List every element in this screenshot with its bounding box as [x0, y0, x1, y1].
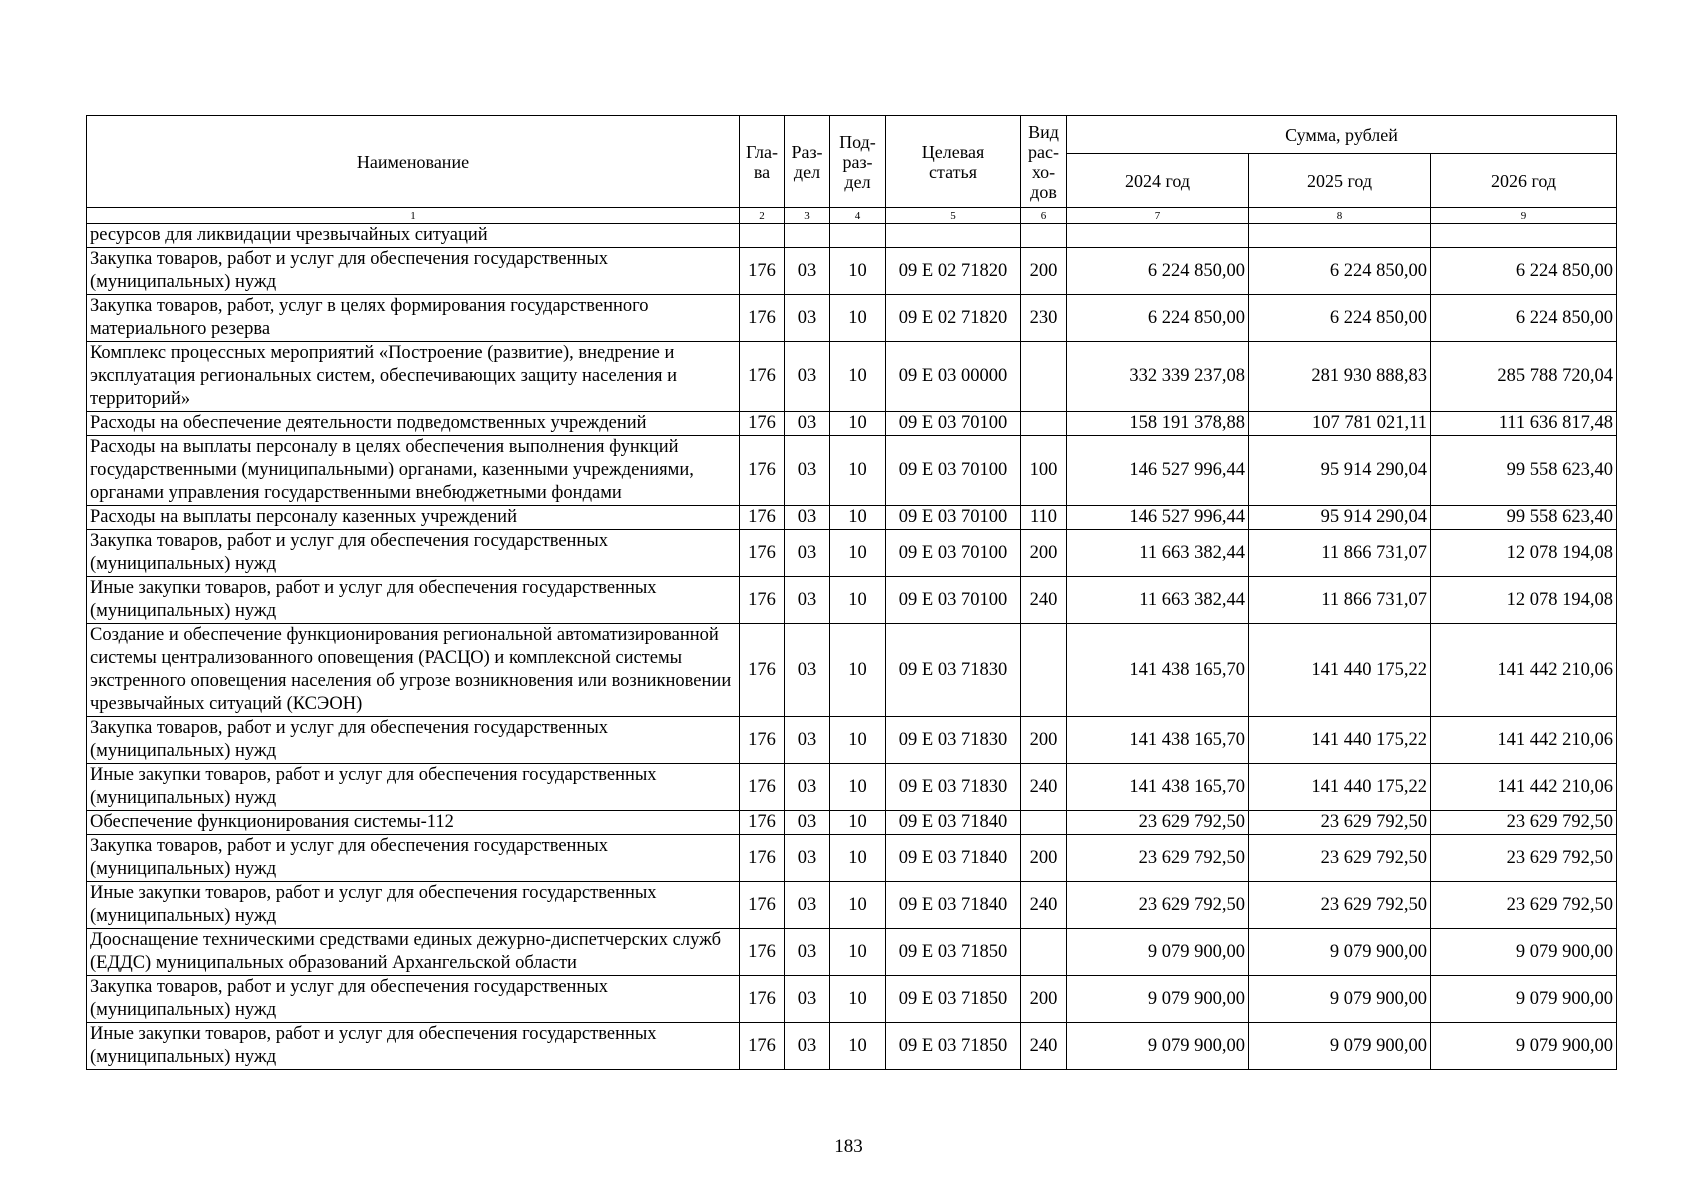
- row-amount-2024: 146 527 996,44: [1067, 436, 1249, 506]
- row-podrazdel: 10: [830, 811, 886, 835]
- row-name: Закупка товаров, работ и услуг для обеспечения государственных (муниципальных) нужд: [87, 835, 740, 882]
- row-glava: 176: [740, 530, 785, 577]
- row-vid: 240: [1021, 1023, 1067, 1070]
- row-target: 09 Е 03 71850: [886, 929, 1021, 976]
- row-amount-2024: 141 438 165,70: [1067, 764, 1249, 811]
- row-vid: [1021, 811, 1067, 835]
- row-name: Иные закупки товаров, работ и услуг для обеспечения государственных (муниципальных) нужд: [87, 1023, 740, 1070]
- row-glava: 176: [740, 412, 785, 436]
- row-amount-2026: 9 079 900,00: [1431, 976, 1617, 1023]
- row-amount-2024: 23 629 792,50: [1067, 835, 1249, 882]
- row-target: 09 Е 02 71820: [886, 295, 1021, 342]
- row-glava: 176: [740, 717, 785, 764]
- row-amount-2024: 23 629 792,50: [1067, 811, 1249, 835]
- row-vid: 240: [1021, 764, 1067, 811]
- table-row: [87, 577, 1617, 624]
- row-glava: 176: [740, 624, 785, 717]
- row-vid: 240: [1021, 577, 1067, 624]
- row-amount-2025: 9 079 900,00: [1249, 929, 1431, 976]
- row-amount-2024: 332 339 237,08: [1067, 342, 1249, 412]
- row-amount-2025: 11 866 731,07: [1249, 577, 1431, 624]
- table-row: [87, 530, 1617, 577]
- header-razdel: Раз- дел: [785, 116, 830, 208]
- row-target: 09 Е 03 70100: [886, 412, 1021, 436]
- row-amount-2024: 141 438 165,70: [1067, 717, 1249, 764]
- row-amount-2024: 11 663 382,44: [1067, 577, 1249, 624]
- row-amount-2024: 9 079 900,00: [1067, 976, 1249, 1023]
- col-number: 3: [785, 208, 830, 224]
- table-row: [87, 882, 1617, 929]
- row-amount-2026: 99 558 623,40: [1431, 436, 1617, 506]
- row-target: 09 Е 03 00000: [886, 342, 1021, 412]
- col-number: 5: [886, 208, 1021, 224]
- col-number: 2: [740, 208, 785, 224]
- row-glava: 176: [740, 835, 785, 882]
- row-target: 09 Е 03 70100: [886, 436, 1021, 506]
- row-amount-2024: 6 224 850,00: [1067, 295, 1249, 342]
- col-number: 7: [1067, 208, 1249, 224]
- row-amount-2025: 9 079 900,00: [1249, 976, 1431, 1023]
- row-vid: 200: [1021, 530, 1067, 577]
- row-name: Закупка товаров, работ, услуг в целях формирования государственного материального резерва: [87, 295, 740, 342]
- table-row: [87, 224, 1617, 248]
- table-row: [87, 436, 1617, 506]
- row-vid: [1021, 624, 1067, 717]
- header-podrazdel: Под- раз- дел: [830, 116, 886, 208]
- row-amount-2025: [1249, 224, 1431, 248]
- col-number: 8: [1249, 208, 1431, 224]
- row-amount-2026: 6 224 850,00: [1431, 248, 1617, 295]
- row-amount-2026: [1431, 224, 1617, 248]
- table-row: [87, 976, 1617, 1023]
- row-target: 09 Е 03 71850: [886, 976, 1021, 1023]
- row-vid: 200: [1021, 835, 1067, 882]
- row-amount-2026: 23 629 792,50: [1431, 811, 1617, 835]
- row-razdel: [785, 224, 830, 248]
- row-podrazdel: 10: [830, 717, 886, 764]
- row-amount-2026: 6 224 850,00: [1431, 295, 1617, 342]
- row-razdel: 03: [785, 436, 830, 506]
- row-razdel: 03: [785, 577, 830, 624]
- row-amount-2026: 12 078 194,08: [1431, 530, 1617, 577]
- page-number: 183: [834, 1136, 863, 1157]
- row-podrazdel: 10: [830, 248, 886, 295]
- row-razdel: 03: [785, 764, 830, 811]
- table-row: [87, 248, 1617, 295]
- row-razdel: 03: [785, 1023, 830, 1070]
- row-glava: 176: [740, 811, 785, 835]
- row-amount-2025: 95 914 290,04: [1249, 436, 1431, 506]
- row-vid: 240: [1021, 882, 1067, 929]
- row-name: Иные закупки товаров, работ и услуг для обеспечения государственных (муниципальных) нужд: [87, 882, 740, 929]
- row-razdel: 03: [785, 295, 830, 342]
- row-razdel: 03: [785, 506, 830, 530]
- row-razdel: 03: [785, 248, 830, 295]
- row-glava: 176: [740, 295, 785, 342]
- row-glava: 176: [740, 764, 785, 811]
- row-vid: 200: [1021, 717, 1067, 764]
- row-vid: 200: [1021, 248, 1067, 295]
- row-podrazdel: 10: [830, 929, 886, 976]
- table-row: [87, 506, 1617, 530]
- row-razdel: 03: [785, 976, 830, 1023]
- row-name: ресурсов для ликвидации чрезвычайных ситуаций: [87, 224, 740, 248]
- row-name: Комплекс процессных мероприятий «Построение (развитие), внедрение и эксплуатация региональных систем, обеспечивающих защиту населения и территорий»: [87, 342, 740, 412]
- row-amount-2026: 141 442 210,06: [1431, 624, 1617, 717]
- row-amount-2024: 6 224 850,00: [1067, 248, 1249, 295]
- row-vid: 230: [1021, 295, 1067, 342]
- header-vid: Вид рас- хо- дов: [1021, 116, 1067, 208]
- row-vid: 110: [1021, 506, 1067, 530]
- row-razdel: 03: [785, 835, 830, 882]
- table-row: [87, 412, 1617, 436]
- row-podrazdel: 10: [830, 295, 886, 342]
- row-amount-2026: 23 629 792,50: [1431, 882, 1617, 929]
- table-row: [87, 717, 1617, 764]
- row-vid: 100: [1021, 436, 1067, 506]
- header-glava: Гла- ва: [740, 116, 785, 208]
- row-razdel: 03: [785, 882, 830, 929]
- row-target: 09 Е 03 71840: [886, 811, 1021, 835]
- row-glava: 176: [740, 976, 785, 1023]
- col-number: 1: [87, 208, 740, 224]
- row-name: Закупка товаров, работ и услуг для обеспечения государственных (муниципальных) нужд: [87, 248, 740, 295]
- row-amount-2025: 9 079 900,00: [1249, 1023, 1431, 1070]
- row-vid: [1021, 224, 1067, 248]
- row-name: Закупка товаров, работ и услуг для обеспечения государственных (муниципальных) нужд: [87, 976, 740, 1023]
- row-amount-2024: 158 191 378,88: [1067, 412, 1249, 436]
- row-podrazdel: [830, 224, 886, 248]
- row-glava: 176: [740, 342, 785, 412]
- table-row: [87, 295, 1617, 342]
- header-year-2025: 2025 год: [1249, 154, 1431, 208]
- row-razdel: 03: [785, 530, 830, 577]
- header-summa: Сумма, рублей: [1067, 116, 1617, 154]
- row-razdel: 03: [785, 717, 830, 764]
- row-name: Закупка товаров, работ и услуг для обеспечения государственных (муниципальных) нужд: [87, 530, 740, 577]
- row-target: 09 Е 03 70100: [886, 530, 1021, 577]
- budget-table: [86, 115, 1617, 1070]
- row-amount-2024: 11 663 382,44: [1067, 530, 1249, 577]
- row-target: [886, 224, 1021, 248]
- row-podrazdel: 10: [830, 506, 886, 530]
- row-target: 09 Е 03 70100: [886, 506, 1021, 530]
- col-number: 4: [830, 208, 886, 224]
- row-podrazdel: 10: [830, 1023, 886, 1070]
- row-razdel: 03: [785, 342, 830, 412]
- row-amount-2025: 6 224 850,00: [1249, 248, 1431, 295]
- row-amount-2025: 107 781 021,11: [1249, 412, 1431, 436]
- row-glava: 176: [740, 506, 785, 530]
- row-amount-2024: [1067, 224, 1249, 248]
- row-name: Иные закупки товаров, работ и услуг для обеспечения государственных (муниципальных) нужд: [87, 764, 740, 811]
- row-amount-2024: 23 629 792,50: [1067, 882, 1249, 929]
- row-target: 09 Е 03 71840: [886, 882, 1021, 929]
- row-amount-2026: 12 078 194,08: [1431, 577, 1617, 624]
- row-podrazdel: 10: [830, 436, 886, 506]
- row-podrazdel: 10: [830, 412, 886, 436]
- row-podrazdel: 10: [830, 764, 886, 811]
- row-podrazdel: 10: [830, 835, 886, 882]
- row-vid: [1021, 342, 1067, 412]
- row-razdel: 03: [785, 929, 830, 976]
- table-row: [87, 342, 1617, 412]
- row-amount-2026: 141 442 210,06: [1431, 717, 1617, 764]
- table-row: [87, 764, 1617, 811]
- table-row: [87, 929, 1617, 976]
- row-target: 09 Е 03 71850: [886, 1023, 1021, 1070]
- row-glava: 176: [740, 577, 785, 624]
- row-podrazdel: 10: [830, 624, 886, 717]
- table-header: [87, 116, 1617, 224]
- header-name: Наименование: [87, 116, 740, 208]
- table-body: [87, 224, 1617, 1070]
- row-amount-2025: 281 930 888,83: [1249, 342, 1431, 412]
- row-name: Расходы на обеспечение деятельности подведомственных учреждений: [87, 412, 740, 436]
- row-vid: [1021, 929, 1067, 976]
- table-row: [87, 835, 1617, 882]
- row-amount-2025: 141 440 175,22: [1249, 764, 1431, 811]
- row-target: 09 Е 02 71820: [886, 248, 1021, 295]
- row-podrazdel: 10: [830, 577, 886, 624]
- table-row: [87, 811, 1617, 835]
- table-row: [87, 1023, 1617, 1070]
- row-amount-2026: 9 079 900,00: [1431, 1023, 1617, 1070]
- row-amount-2025: 23 629 792,50: [1249, 835, 1431, 882]
- row-amount-2026: 99 558 623,40: [1431, 506, 1617, 530]
- row-amount-2026: 111 636 817,48: [1431, 412, 1617, 436]
- row-name: Иные закупки товаров, работ и услуг для обеспечения государственных (муниципальных) нужд: [87, 577, 740, 624]
- row-target: 09 Е 03 71830: [886, 764, 1021, 811]
- row-amount-2025: 6 224 850,00: [1249, 295, 1431, 342]
- row-name: Дооснащение техническими средствами единых дежурно-диспетчерских служб (ЕДДС) муниципальных образований Архангельской области: [87, 929, 740, 976]
- row-target: 09 Е 03 71840: [886, 835, 1021, 882]
- row-amount-2025: 23 629 792,50: [1249, 882, 1431, 929]
- row-amount-2024: 9 079 900,00: [1067, 929, 1249, 976]
- row-amount-2025: 95 914 290,04: [1249, 506, 1431, 530]
- row-amount-2025: 23 629 792,50: [1249, 811, 1431, 835]
- row-glava: [740, 224, 785, 248]
- row-amount-2025: 11 866 731,07: [1249, 530, 1431, 577]
- row-razdel: 03: [785, 412, 830, 436]
- col-number: 6: [1021, 208, 1067, 224]
- row-razdel: 03: [785, 811, 830, 835]
- row-target: 09 Е 03 71830: [886, 624, 1021, 717]
- row-podrazdel: 10: [830, 976, 886, 1023]
- header-target: Целевая статья: [886, 116, 1021, 208]
- table-row: [87, 624, 1617, 717]
- row-target: 09 Е 03 71830: [886, 717, 1021, 764]
- header-year-2024: 2024 год: [1067, 154, 1249, 208]
- row-amount-2026: 285 788 720,04: [1431, 342, 1617, 412]
- row-target: 09 Е 03 70100: [886, 577, 1021, 624]
- row-amount-2025: 141 440 175,22: [1249, 717, 1431, 764]
- row-amount-2026: 9 079 900,00: [1431, 929, 1617, 976]
- row-vid: 200: [1021, 976, 1067, 1023]
- row-amount-2024: 141 438 165,70: [1067, 624, 1249, 717]
- row-podrazdel: 10: [830, 882, 886, 929]
- row-vid: [1021, 412, 1067, 436]
- row-amount-2026: 23 629 792,50: [1431, 835, 1617, 882]
- row-amount-2025: 141 440 175,22: [1249, 624, 1431, 717]
- row-podrazdel: 10: [830, 530, 886, 577]
- row-podrazdel: 10: [830, 342, 886, 412]
- row-glava: 176: [740, 929, 785, 976]
- row-name: Расходы на выплаты персоналу казенных учреждений: [87, 506, 740, 530]
- row-razdel: 03: [785, 624, 830, 717]
- header-year-2026: 2026 год: [1431, 154, 1617, 208]
- row-amount-2026: 141 442 210,06: [1431, 764, 1617, 811]
- row-glava: 176: [740, 436, 785, 506]
- row-glava: 176: [740, 1023, 785, 1070]
- row-name: Закупка товаров, работ и услуг для обеспечения государственных (муниципальных) нужд: [87, 717, 740, 764]
- row-name: Обеспечение функционирования системы-112: [87, 811, 740, 835]
- row-amount-2024: 146 527 996,44: [1067, 506, 1249, 530]
- row-glava: 176: [740, 882, 785, 929]
- row-glava: 176: [740, 248, 785, 295]
- row-amount-2024: 9 079 900,00: [1067, 1023, 1249, 1070]
- row-name: Расходы на выплаты персоналу в целях обеспечения выполнения функций государственными (муниципальными) органами, казенными учреждениями, органами управления государственными внебюджетными фондами: [87, 436, 740, 506]
- row-name: Создание и обеспечение функционирования региональной автоматизированной системы централизованного оповещения (РАСЦО) и комплексной системы экстренного оповещения населения об угрозе возникновения или возникновении чрезвычайных ситуаций (КСЭОН): [87, 624, 740, 717]
- col-number: 9: [1431, 208, 1617, 224]
